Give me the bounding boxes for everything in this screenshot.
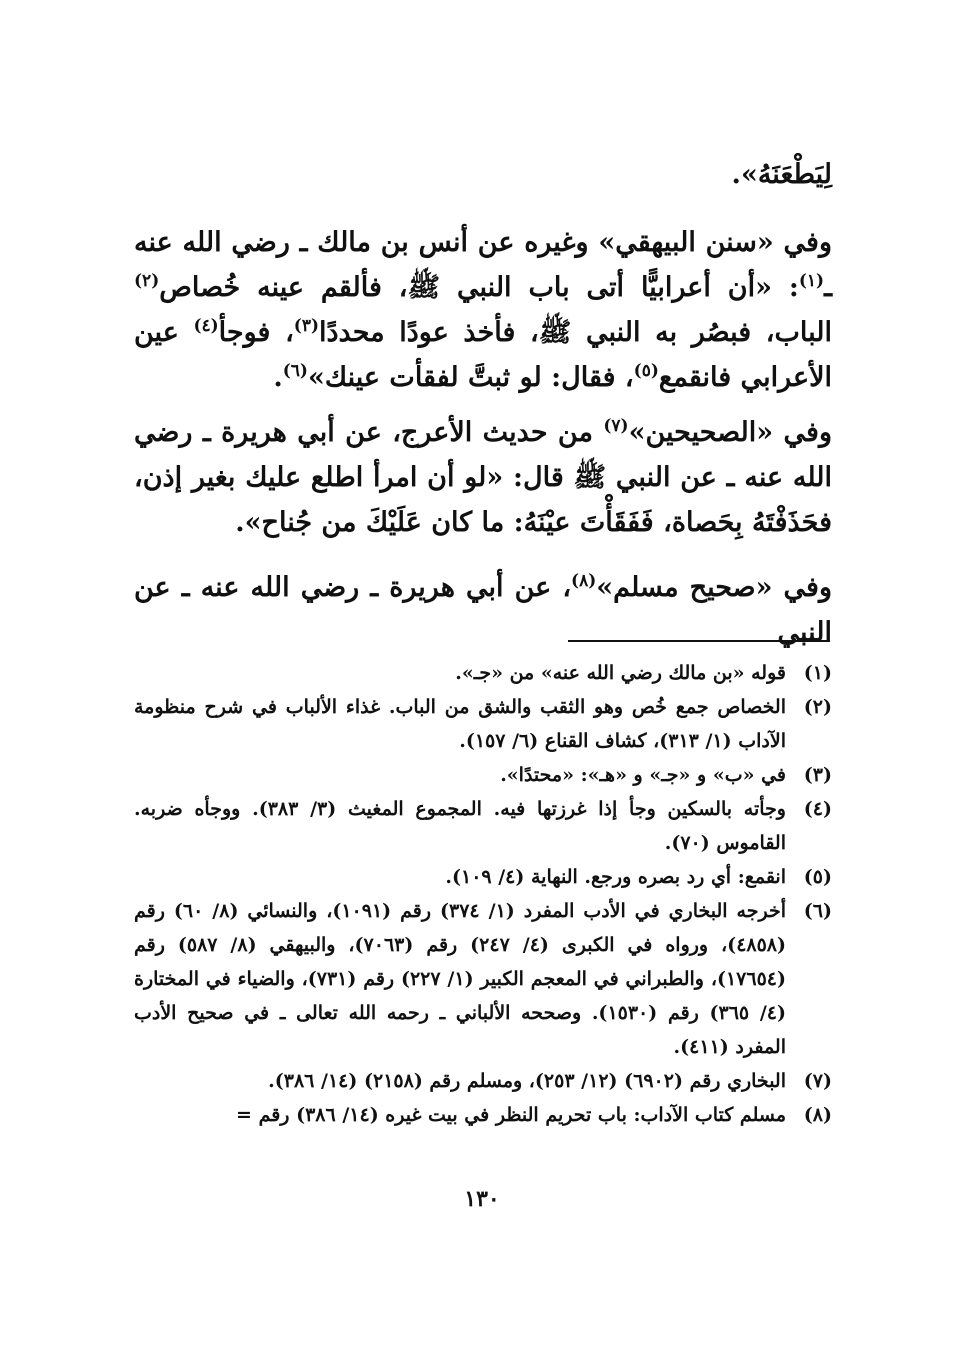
- footnote-number: (٤): [803, 798, 832, 820]
- opening-text: لِيَطْعَنَهُ».: [731, 159, 832, 190]
- footnote-item: [134, 656, 832, 690]
- footnote-item: [134, 758, 832, 792]
- footnote-number: (٢): [803, 696, 832, 718]
- para1-text-g: .: [273, 362, 283, 393]
- para2-text-a: وفي «الصحيحين»: [628, 417, 832, 448]
- para1-text-e: عين الأعرابي فانقمع: [134, 317, 832, 393]
- para1-text-f: ، فقال: لو ثبتَّ لفقأت عينك»: [307, 362, 634, 393]
- footnote-ref-5[interactable]: (٥): [633, 361, 659, 381]
- footnote-text: البخاري رقم (٦٩٠٢) (١٢/ ٢٥٣)، ومسلم رقم (٢١٥٨) (١٤/ ٣٨٦).: [268, 1070, 786, 1092]
- footnote-text: انقمع: أي رد بصره ورجع. النهاية (٤/ ١٠٩).: [445, 866, 786, 888]
- footnote-text: في «ب» و «جـ» و «هـ»: «محتدًا».: [500, 764, 786, 786]
- footnote-ref-8[interactable]: (٨): [571, 571, 597, 591]
- footnote-text: الخصاص جمع خُص وهو الثقب والشق من الباب. غذاء الألباب في شرح منظومة الآداب (١/ ٣١٣)، كشاف القناع (٦/ ١٥٧).: [134, 696, 786, 752]
- footnote-ref-2[interactable]: (٢): [134, 271, 160, 291]
- footnote-ref-3[interactable]: (٣): [293, 316, 320, 336]
- footnote-divider: [568, 640, 830, 642]
- footnote-number: (٧): [803, 1070, 832, 1092]
- footnote-item: [134, 860, 832, 894]
- footnote-number: (٣): [803, 764, 832, 786]
- para1-text-b: : «أن أعرابيًّا أتى باب النبي ﷺ، فألقم عينه خُصاص: [159, 272, 799, 303]
- footnote-text: وجأته بالسكين وجأ إذا غرزتها فيه. المجموع المغيث (٣/ ٣٨٣). ووجأه ضربه. القاموس (٧٠).: [134, 798, 786, 854]
- footnote-item: [134, 1098, 832, 1132]
- footnote-ref-7[interactable]: (٧): [603, 416, 629, 436]
- footnote-text: مسلم كتاب الآداب: باب تحريم النظر في بيت غيره (١٤/ ٣٨٦) رقم =: [236, 1104, 786, 1126]
- footnote-text: أخرجه البخاري في الأدب المفرد (١/ ٣٧٤) رقم (١٠٩١)، والنسائي (٨/ ٦٠) رقم (٤٨٥٨)، ورواه في الكبرى (٤/ ٢٤٧) رقم (٧٠٦٣)، والبيهقي (٨/ ٥٨٧) رقم (١٧٦٥٤)، والطبراني في المعجم الكبير (١/ ٢٢٧) رقم (٧٣١)، والضياء في المختارة (٤/ ٣٦٥) رقم (١٥٣٠). وصححه الألباني ـ رحمه الله تعالى ـ في صحيح الأدب المفرد (٤١١).: [134, 900, 787, 1058]
- para1-text-d: ، فوجأ: [218, 317, 294, 348]
- paragraph-sahihayn: [134, 410, 832, 545]
- paragraph-bayhaqi: [134, 220, 832, 400]
- footnote-number: (٦): [803, 900, 832, 922]
- para2-text-b: من حديث الأعرج، عن أبي هريرة ـ رضي الله عنه ـ عن النبي ﷺ قال: «لو أن امرأ اطلع عليك بغير إذن، فحَذَفْتَهُ بِحَصاة، فَفَقَأْتَ عيْنَهُ: ما كان عَلَيْكَ من جُناح».: [134, 417, 832, 538]
- footnote-number: (١): [803, 662, 832, 684]
- footnote-item: [134, 792, 832, 860]
- footnote-ref-1[interactable]: (١): [798, 271, 825, 291]
- page-number: ١٣٠: [464, 1186, 500, 1212]
- footnote-text: قوله «بن مالك رضي الله عنه» من «جـ».: [455, 662, 786, 684]
- footnotes-section: [134, 656, 832, 1132]
- footnote-ref-4[interactable]: (٤): [193, 316, 219, 336]
- footnote-number: (٥): [803, 866, 832, 888]
- footnote-number: (٨): [803, 1104, 832, 1126]
- para3-text-b: ، عن أبي هريرة ـ رضي الله عنه ـ عن النبي: [134, 572, 832, 648]
- footnote-item: [134, 690, 832, 758]
- footnote-item: [134, 1064, 832, 1098]
- footnote-ref-6[interactable]: (٦): [282, 361, 308, 381]
- para3-text-a: وفي «صحيح مسلم»: [596, 572, 832, 603]
- opening-line: [134, 152, 832, 197]
- footnote-item: [134, 894, 832, 1064]
- para1-text-a: وفي «سنن البيهقي» وغيره عن أنس بن مالك ـ رضي الله عنه ـ: [134, 227, 832, 303]
- para1-text-c: الباب، فبصُر به النبي ﷺ، فأخذ عودًا محددًا: [319, 317, 832, 348]
